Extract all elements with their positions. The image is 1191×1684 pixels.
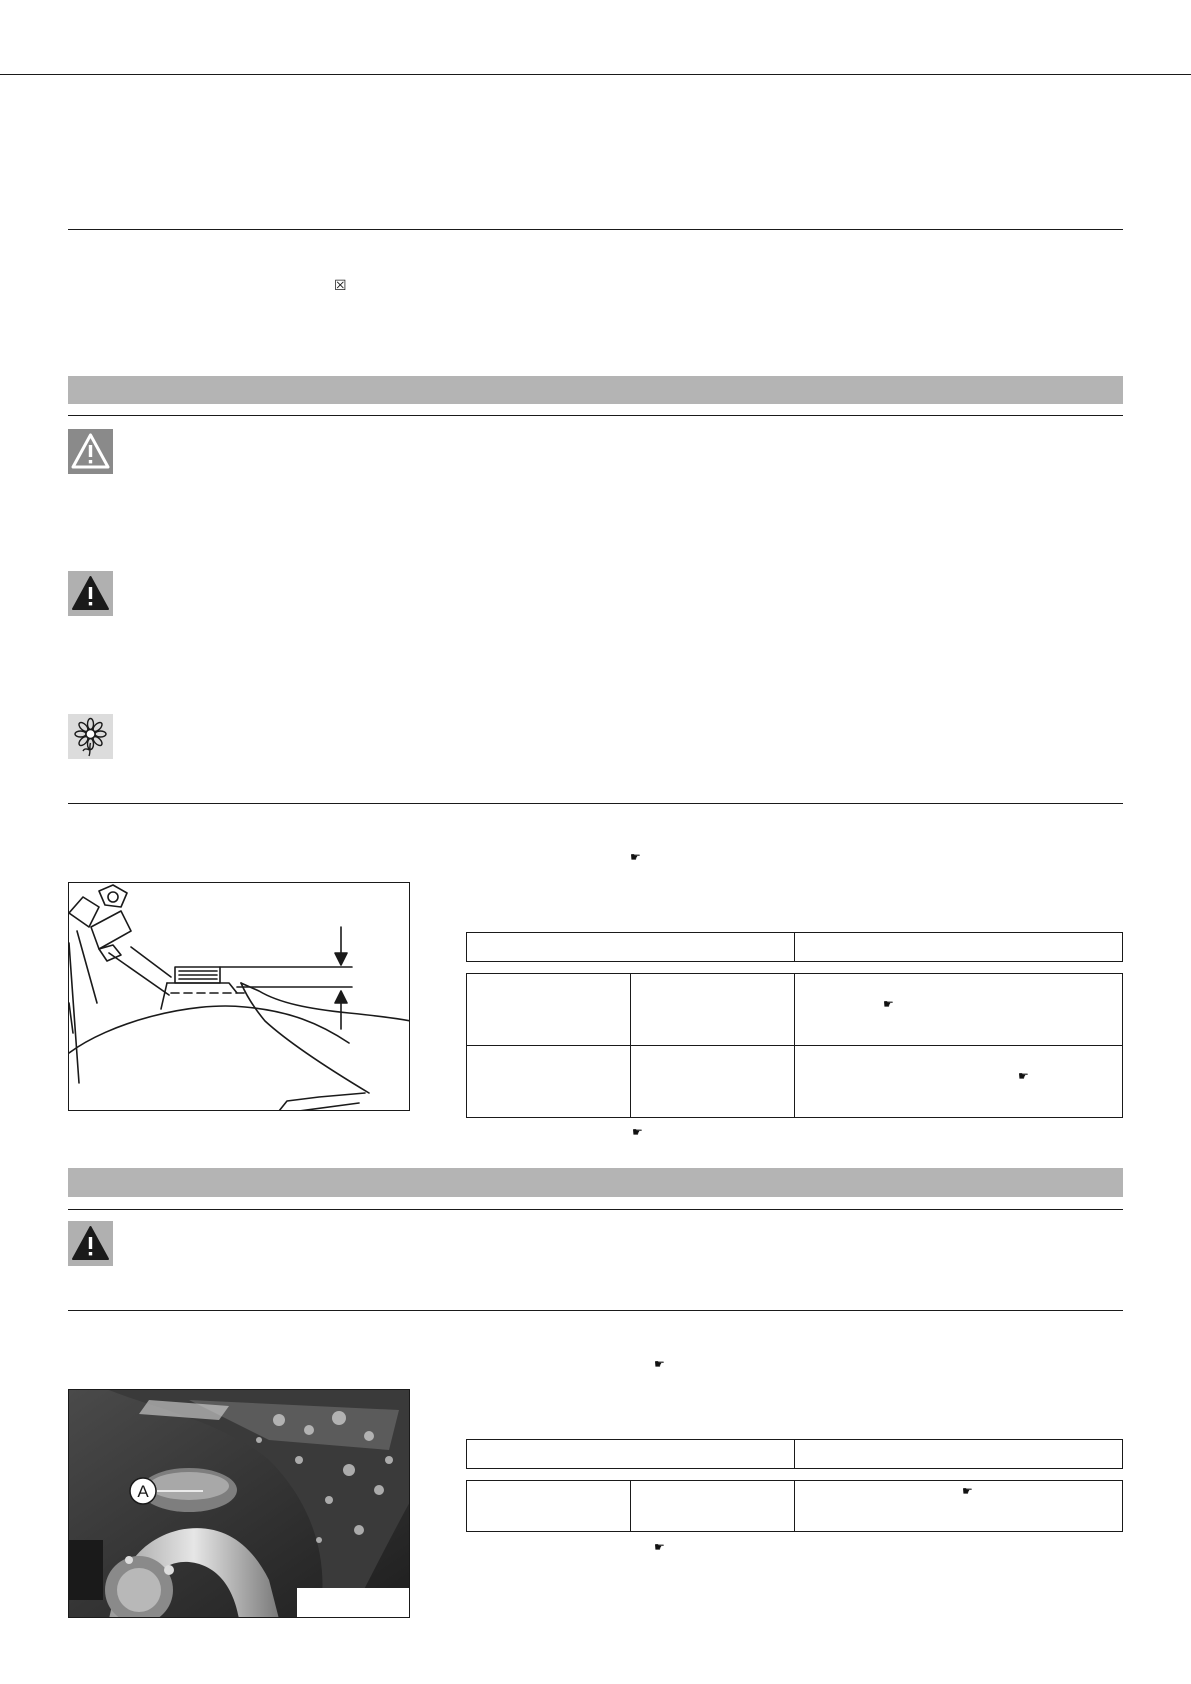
pointing-hand-icon: ☛ — [883, 997, 894, 1011]
warning-triangle-filled-icon — [68, 571, 113, 616]
section-rule-2 — [68, 803, 1123, 804]
warning-triangle-filled-icon — [68, 1221, 113, 1266]
pointing-hand-icon: ☛ — [654, 1540, 665, 1554]
section-bar-2-underline — [68, 1209, 1123, 1210]
pointing-hand-icon: ☛ — [1018, 1069, 1029, 1083]
pointing-hand-icon: ☛ — [630, 850, 641, 864]
section-header-bar-2 — [68, 1168, 1123, 1197]
pointing-hand-icon: ☛ — [654, 1357, 665, 1371]
spec-table-2-header-divider — [794, 1439, 795, 1469]
flower-icon — [68, 714, 113, 759]
pointing-hand-icon: ☛ — [962, 1484, 973, 1498]
fuel-level-diagram — [68, 882, 410, 1111]
section-header-bar-1 — [68, 376, 1123, 404]
reservoir-photo — [68, 1389, 410, 1618]
section-bar-1-underline — [68, 415, 1123, 416]
spec-table-2-col-divider-1 — [630, 1480, 631, 1532]
box-x-icon: ☒ — [334, 277, 347, 293]
spec-table-2-col-divider-2 — [794, 1480, 795, 1532]
spec-table-1-row-divider — [466, 1045, 1123, 1046]
warning-triangle-icon — [68, 429, 113, 474]
spec-table-1-header-divider — [794, 932, 795, 962]
callout-a: A — [137, 1482, 149, 1501]
section-rule-3 — [68, 1310, 1123, 1311]
pointing-hand-icon: ☛ — [632, 1125, 643, 1139]
header-rule — [0, 74, 1191, 75]
section-rule-1 — [68, 229, 1123, 230]
